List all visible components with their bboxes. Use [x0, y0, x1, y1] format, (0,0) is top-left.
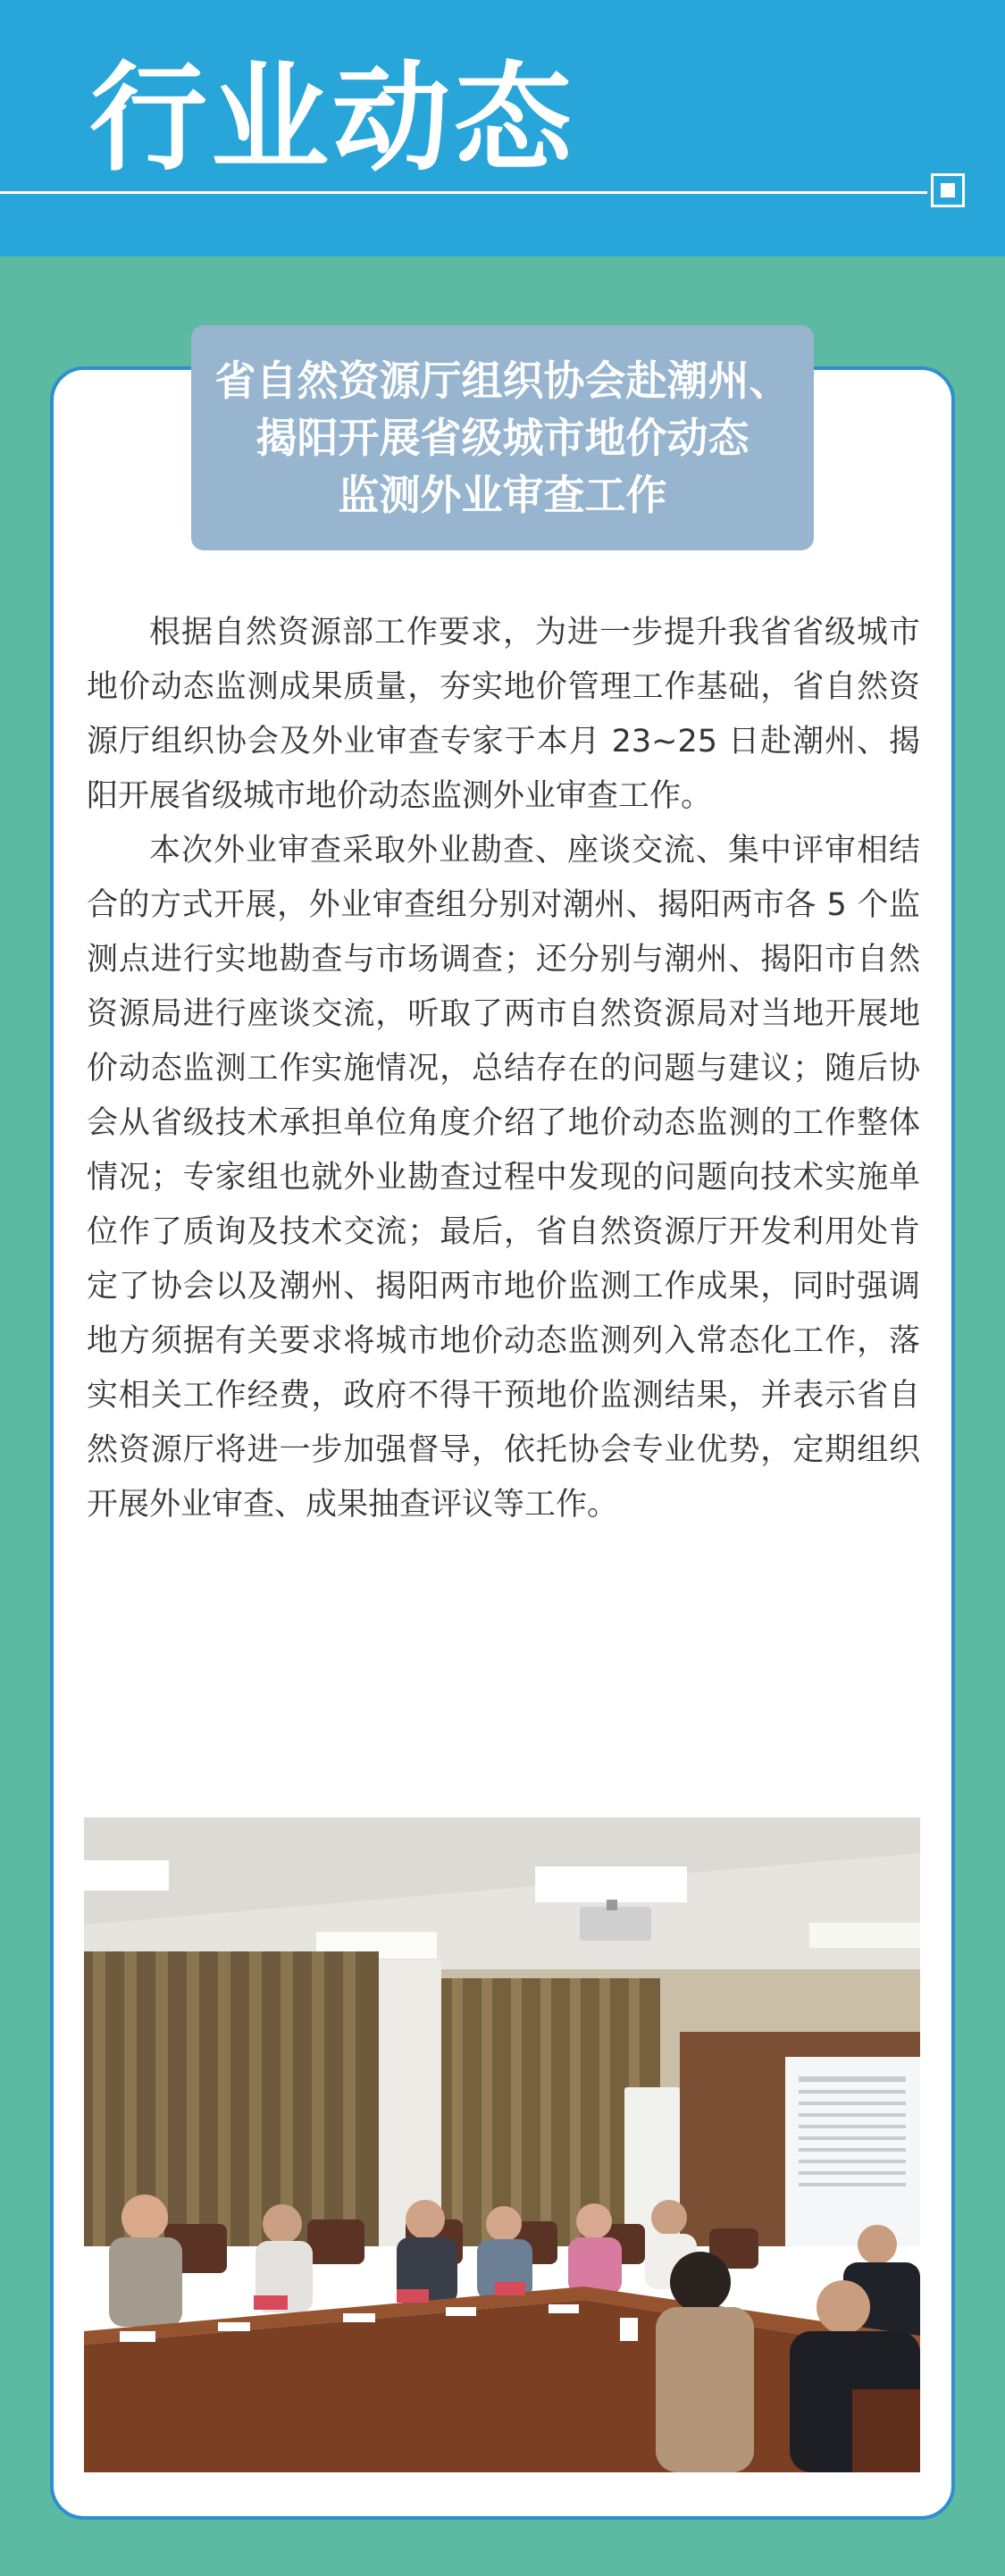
square-ornament-icon [931, 173, 965, 207]
headline-line: 省自然资源厅组织协会赴潮州、 [214, 357, 791, 405]
article-paragraph: 根据自然资源部工作要求，为进一步提升我省省级城市地价动态监测成果质量，夯实地价管理工作基础，省自然资源厅组织协会及外业审查专家于本月 23~25 日赴潮州、揭阳开展省级城市地价动态监测外业审查工作。 [87, 615, 920, 814]
headline-box [191, 325, 814, 550]
header-divider [0, 191, 927, 194]
section-title: 行业动态 [89, 49, 575, 188]
article-paragraph: 本次外业审查采取外业勘查、座谈交流、集中评审相结合的方式开展，外业审查组分别对潮州、揭阳两市各 5 个监测点进行实地勘查与市场调查；还分别与潮州、揭阳市自然资源局进行座谈交流，听取了两市自然资源局对当地开展地价动态监测工作实施情况，总结存在的问题与建议；随后协会从省级技术承担单位角度介绍了地价动态监测的工作整体情况；专家组也就外业勘查过程中发现的问题向技术实施单位作了质询及技术交流；最后，省自然资源厅开发利用处肯定了协会以及潮州、揭阳两市地价监测工作成果，同时强调地方须据有关要求将城市地价动态监测列入常态化工作，落实相关工作经费，政府不得干预地价监测结果，并表示省自然资源厅将进一步加强督导，依托协会专业优势，定期组织开展外业审查、成果抽查评议等工作。 [87, 833, 920, 1523]
article-body [87, 606, 920, 1532]
headline-line: 揭阳开展省级城市地价动态 [255, 414, 750, 462]
headline-line: 监测外业审查工作 [338, 471, 667, 519]
meeting-photo [84, 1817, 920, 2472]
header-banner [0, 0, 1005, 256]
